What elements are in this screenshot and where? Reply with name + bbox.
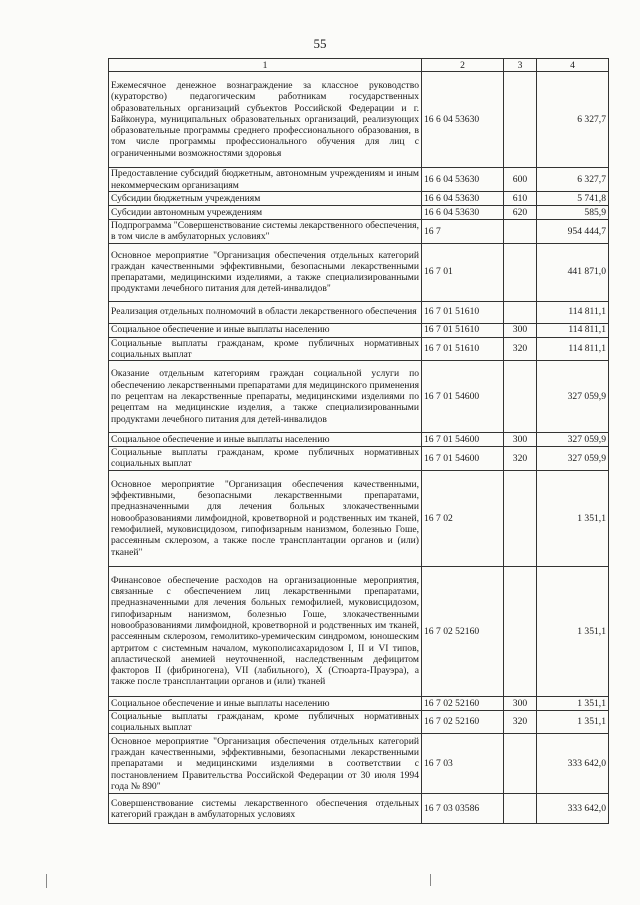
row-name-cell: Реализация отдельных полномочий в области лекарственного обеспечения bbox=[109, 301, 422, 323]
table-header bbox=[109, 59, 609, 72]
table-row bbox=[109, 710, 609, 734]
table-row bbox=[109, 433, 609, 447]
header-col-2: 2 bbox=[422, 59, 504, 72]
scan-mark-center bbox=[430, 874, 431, 886]
row-name-cell: Совершенствование системы лекарственного обеспечения отдельных категорий граждан в амбулаторных условиях bbox=[109, 794, 422, 824]
row-name-cell: Социальные выплаты гражданам, кроме публичных нормативных социальных выплат bbox=[109, 710, 422, 734]
row-type-cell: 610 bbox=[504, 192, 537, 206]
table-row bbox=[109, 361, 609, 433]
row-type-cell: 300 bbox=[504, 433, 537, 447]
row-type-cell bbox=[504, 470, 537, 566]
row-code-cell: 16 7 03 03586 bbox=[422, 794, 504, 824]
row-name-cell: Ежемесячное денежное вознаграждение за классное руководство (кураторство) педагогическим работникам государственных образовательных организаций субъектов Российской Федерации и г. Байконура, муниципальных образовательных организаций, реализующих образовательные программы среднего профессионального образования, в том числе программы профессионального обучения для лиц с ограниченными возможностями здоровья bbox=[109, 72, 422, 168]
row-code-cell: 16 6 04 53630 bbox=[422, 192, 504, 206]
row-name-cell: Социальное обеспечение и иные выплаты населению bbox=[109, 696, 422, 710]
row-amount-cell: 114 811,1 bbox=[537, 301, 609, 323]
table-row bbox=[109, 192, 609, 206]
row-name-cell: Подпрограмма "Совершенствование системы лекарственного обеспечения, в том числе в амбулаторных условиях" bbox=[109, 220, 422, 244]
row-type-cell bbox=[504, 220, 537, 244]
row-type-cell: 320 bbox=[504, 337, 537, 361]
row-name-cell: Основное мероприятие "Организация обеспечения отдельных категорий граждан качественными, эффективными, безопасными лекарственными препаратами и медицинскими изделиями в соответствии с постановлением Правительства Российской Федерации от 30 июля 1994 года № 890" bbox=[109, 734, 422, 794]
row-amount-cell: 1 351,1 bbox=[537, 566, 609, 696]
row-type-cell bbox=[504, 361, 537, 433]
header-col-4: 4 bbox=[537, 59, 609, 72]
row-amount-cell: 585,9 bbox=[537, 206, 609, 220]
row-type-cell bbox=[504, 301, 537, 323]
row-name-cell: Оказание отдельным категориям граждан социальной услуги по обеспечению лекарственными препаратами для медицинского применения по рецептам на лекарственные препараты, медицинскими изделиями по рецептам на медицинские изделия, а также специализированными продуктами лечебного питания для детей-инвалидов bbox=[109, 361, 422, 433]
row-name-cell: Социальные выплаты гражданам, кроме публичных нормативных социальных выплат bbox=[109, 337, 422, 361]
table-row bbox=[109, 243, 609, 301]
row-amount-cell: 5 741,8 bbox=[537, 192, 609, 206]
table-row bbox=[109, 206, 609, 220]
row-name-cell: Субсидии автономным учреждениям bbox=[109, 206, 422, 220]
row-code-cell: 16 7 01 bbox=[422, 243, 504, 301]
row-amount-cell: 327 059,9 bbox=[537, 361, 609, 433]
row-code-cell: 16 7 01 51610 bbox=[422, 323, 504, 337]
table-row bbox=[109, 72, 609, 168]
table-row bbox=[109, 696, 609, 710]
header-col-3: 3 bbox=[504, 59, 537, 72]
row-name-cell: Социальное обеспечение и иные выплаты населению bbox=[109, 433, 422, 447]
row-code-cell: 16 6 04 53630 bbox=[422, 206, 504, 220]
row-type-cell: 600 bbox=[504, 168, 537, 192]
row-amount-cell: 327 059,9 bbox=[537, 433, 609, 447]
row-amount-cell: 1 351,1 bbox=[537, 696, 609, 710]
row-amount-cell: 6 327,7 bbox=[537, 168, 609, 192]
table-row bbox=[109, 337, 609, 361]
row-type-cell bbox=[504, 566, 537, 696]
row-code-cell: 16 7 02 bbox=[422, 470, 504, 566]
row-amount-cell: 333 642,0 bbox=[537, 794, 609, 824]
row-amount-cell: 114 811,1 bbox=[537, 337, 609, 361]
row-code-cell: 16 7 02 52160 bbox=[422, 566, 504, 696]
row-amount-cell: 954 444,7 bbox=[537, 220, 609, 244]
row-code-cell: 16 7 02 52160 bbox=[422, 710, 504, 734]
row-code-cell: 16 6 04 53630 bbox=[422, 168, 504, 192]
row-code-cell: 16 6 04 53630 bbox=[422, 72, 504, 168]
page-number: 55 bbox=[313, 36, 327, 51]
table-row bbox=[109, 566, 609, 696]
row-name-cell: Финансовое обеспечение расходов на организационные мероприятия, связанные с обеспечением лиц лекарственными препаратами, предназначенными для лечения больных гемофилией, муковисцидозом, гипофизарным нанизмом, болезнью Гоше, злокачественными новообразованиями лимфоидной, кроветворной и родственных им тканей, рассеянным склерозом, гемолитико-уремическим синдромом, юношеским артритом с системным началом, мукополисахаридозом I, II и VI типов, апластической анемией неуточненной, наследственным дефицитом факторов II (фибриногена), VII (лабильного), X (Стюарта-Прауэра), а также после трансплантации органов и (или) тканей bbox=[109, 566, 422, 696]
row-name-cell: Основное мероприятие "Организация обеспечения отдельных категорий граждан качественными эффективными, безопасными лекарственными препаратами, медицинскими изделиями, а также специализированными продуктами лечебного питания для детей-инвалидов" bbox=[109, 243, 422, 301]
row-name-cell: Социальные выплаты гражданам, кроме публичных нормативных социальных выплат bbox=[109, 447, 422, 471]
header-col-1: 1 bbox=[109, 59, 422, 72]
budget-table bbox=[108, 58, 609, 824]
row-type-cell bbox=[504, 243, 537, 301]
row-code-cell: 16 7 01 54600 bbox=[422, 447, 504, 471]
row-code-cell: 16 7 02 52160 bbox=[422, 696, 504, 710]
row-type-cell: 320 bbox=[504, 447, 537, 471]
row-type-cell: 620 bbox=[504, 206, 537, 220]
row-type-cell: 300 bbox=[504, 323, 537, 337]
row-type-cell: 300 bbox=[504, 696, 537, 710]
row-amount-cell: 114 811,1 bbox=[537, 323, 609, 337]
row-code-cell: 16 7 bbox=[422, 220, 504, 244]
header-row bbox=[109, 59, 609, 72]
table-row bbox=[109, 794, 609, 824]
row-type-cell bbox=[504, 794, 537, 824]
row-type-cell: 320 bbox=[504, 710, 537, 734]
table-row bbox=[109, 323, 609, 337]
table-row bbox=[109, 168, 609, 192]
table-row bbox=[109, 734, 609, 794]
row-amount-cell: 327 059,9 bbox=[537, 447, 609, 471]
row-name-cell: Предоставление субсидий бюджетным, автономным учреждениям и иным некоммерческим организациям bbox=[109, 168, 422, 192]
row-amount-cell: 1 351,1 bbox=[537, 710, 609, 734]
row-amount-cell: 441 871,0 bbox=[537, 243, 609, 301]
row-name-cell: Субсидии бюджетным учреждениям bbox=[109, 192, 422, 206]
row-name-cell: Основное мероприятие "Организация обеспечения качественными, эффективными, безопасными лекарственными препаратами, предназначенными для лечения больных злокачественными новообразованиями лимфоидной, кроветворной и родственных им тканей, гемофилией, муковисцидозом, гипофизарным нанизмом, болезнью Гоше, рассеянным склерозом, а также после трансплантации органов и (или) тканей" bbox=[109, 470, 422, 566]
row-code-cell: 16 7 01 51610 bbox=[422, 337, 504, 361]
row-name-cell: Социальное обеспечение и иные выплаты населению bbox=[109, 323, 422, 337]
row-amount-cell: 6 327,7 bbox=[537, 72, 609, 168]
row-code-cell: 16 7 01 54600 bbox=[422, 433, 504, 447]
row-type-cell bbox=[504, 734, 537, 794]
row-amount-cell: 1 351,1 bbox=[537, 470, 609, 566]
row-type-cell bbox=[504, 72, 537, 168]
row-code-cell: 16 7 01 54600 bbox=[422, 361, 504, 433]
row-code-cell: 16 7 03 bbox=[422, 734, 504, 794]
scan-mark-left bbox=[46, 874, 47, 888]
table-row bbox=[109, 447, 609, 471]
row-amount-cell: 333 642,0 bbox=[537, 734, 609, 794]
table-row bbox=[109, 301, 609, 323]
table-row bbox=[109, 220, 609, 244]
row-code-cell: 16 7 01 51610 bbox=[422, 301, 504, 323]
table-row bbox=[109, 470, 609, 566]
table-body bbox=[109, 72, 609, 824]
